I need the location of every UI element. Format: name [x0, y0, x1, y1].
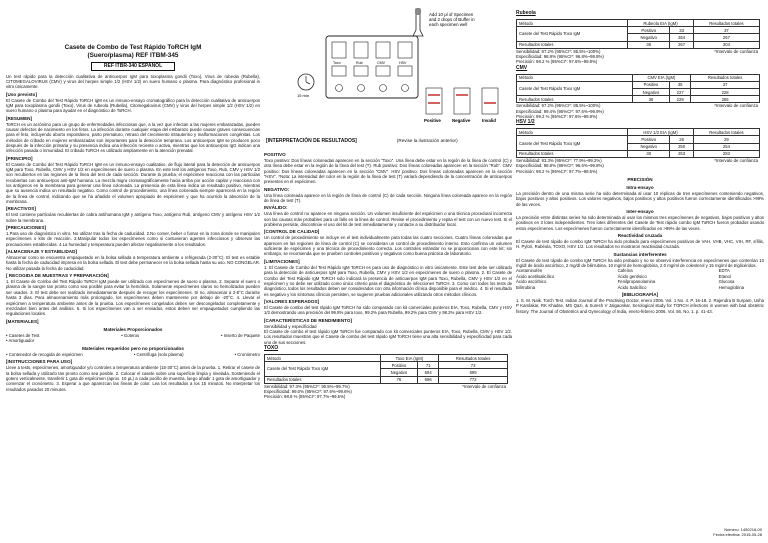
- table-cell: Casete del Test Rápido Toxo IgM: [517, 27, 628, 41]
- table-cell: Toxo EIA (IgM): [380, 354, 438, 361]
- almacenaje-text: Almacenar como se encuentra empaquetado en la bolsa sellada a temperatura ambiente o refrigerada (2-30°C). El test es estable hasta la fecha de caducidad impresa en la bolsa sellada. El test debe permanecer en la bolsa sellada hasta su uso. NO CONGELAR. No utilizar pasada la fecha de caducidad.: [6, 255, 260, 271]
- intro-text: Un test rápido para la detección cualitativa de anticuerpos IgM para toxoplasma gondii (Toxo), Virus de rubeola (Rubella), CITOMEGALOVIRUS (CMV) y virus del herpes simple 1/2 (HSV 1/2) en suero humano o plasma. Para diagnóstico profesional in vitro únicamente.: [6, 73, 260, 90]
- stat-line: Sensibilidad: 97.3% (95%CI*: 90.5%~99.7%): [264, 383, 350, 389]
- table-cell: 265: [691, 96, 760, 103]
- stat-line: Especificidad: 99.0% (95%CI*: 97.6%~99.6%): [264, 388, 352, 394]
- table-cell: Resultados totales: [691, 74, 760, 81]
- heading-negativo: NEGATIVO:: [264, 186, 290, 192]
- table-cell: Método: [265, 354, 381, 361]
- results-table-toxo: [264, 354, 508, 384]
- heading-resumen: [RESUMEN]: [6, 115, 33, 121]
- footer-document-number: Número: 1450218-00 Fecha efectiva: 2015-05-28: [713, 527, 762, 537]
- table-cell: 227: [670, 89, 691, 96]
- timer-icon: [298, 74, 314, 90]
- test-cassette: [326, 36, 418, 98]
- confidence-note: *Intervalo de confianza: [714, 158, 758, 164]
- table-cell: 694: [418, 369, 439, 376]
- principio-text: El Casete de Combo del Test Rápido ToRCH IgM es un inmuno-ensayo cualitativo, de flujo lateral para la detección de anticuerpos IgM para Toxo, Rubella, CMV y HSV 1/2 en especímenes de suero o plasma. En este test los antígenos Toxo, Rub, CMV y HSV 1/2 son recubiertos en las regiones de la línea del test de cada sección. Durante la prueba, el espécimen reacciona con las partículas recubiertas con anticuerpos anti-IgM humana. La mezcla migra cromatográficamente hacia arriba por acción capilar y reacciona con los antígenos en la membrana para generar una línea coloreada. La presencia de esta línea indica un resultado positivo, mientras que su ausencia indica un resultado negativo. Como control de procedimiento, una línea coloreada siempre aparecerá en la región de la línea de control, indicando que se ha añadido el volumen apropiado de espécimen y que ha ocurrido la absorción de la membrana.: [6, 161, 260, 205]
- reactividad-text: El Casete de test rápido de combo IgM ToRCH ha sido probado para especímenes positivos de VAH, VHB, VHC, VIH, RF, sífilis, H. Pylori, Rubéola, TOXO, HSV 1/2. Los resultados no mostraron reactividad cruzada.: [516, 238, 764, 250]
- inter-text: La precisión entre distintas series ha sido determinada al usar los mismos tres especímenes de negativos, bajos positivos y altos positivos en 3 lotes independientes. Tres lotes diferentes del Casete de Test rápido combo IgM ToRCH fueron probados usando estos especímenes. Los especímenes fueron correctamente identificados en >99% de las veces.: [516, 214, 764, 231]
- uso-text: El Casete de Combo del Test Rápido ToRCH IgM es un inmuno-ensayo cromatográfico para la detección cualitativa de anticuerpos IgM para toxoplasma gondii (Toxo), Virus de rubeola (Rubella), Citomegalovirus (CMV) y virus del herpes simple 1/2 (HSV 1/2) en suero humano o plasma para ayudar en el diagnóstico de ToRCH.: [6, 97, 260, 114]
- material-item: • Amortiguador: [6, 338, 35, 344]
- material-item: • Casetes de Test: [6, 332, 40, 338]
- table-cell: 37: [691, 81, 760, 88]
- stat-line: Precisión: 98.8 % (95%CI*: 97.7%~99.5%): [264, 394, 346, 400]
- table-cell: Negativo: [632, 89, 670, 96]
- sustancias-text: El Casete de test rápido de combo IgM ToRCH ha sido probado y no se observó interferencia en especímenes que contenían 10 mg/dl de ácido ascórbico, 2 mg/dl de bilirrubina, 10 mg/ml de hemoglobina, 2.0 mg/ml de colesterol y 15 mg/ml de triglicéridos.: [516, 257, 764, 269]
- table-cell: 33: [670, 27, 694, 34]
- valores-text: El Casete de combo del test rápido IgM ToRCH ha sido comparado con kit comerciales punteros EIA, Toxo, Rubella, CMV y HSV 1/2 demostrando una precisión del 99.8% para toxo, 99.2% para Rubella, 99.2% para CMV y 98.2% para HSV 1/2.: [264, 304, 512, 316]
- results-table-rubeola: [516, 19, 760, 49]
- substance-item: Fenilpropanolamina: [617, 279, 656, 285]
- heading-limitaciones: [LIMITACIONES]: [264, 258, 300, 264]
- material-item: • Goteros: [121, 332, 140, 338]
- precauciones-text: 1.Para uso de diagnóstico in vitro. No utilizar tras la fecha de caducidad. 2.No comer, beber o fumar en la zona donde se manipulen especímenes o kits de reacción. 3.Manipular todos los especímenes como si contuvieran agentes infecciosos y observar las precauciones establecidas. 4.La humedad y temperatura pueden afectar negativamente a los resultados.: [6, 231, 260, 247]
- interpretation-heading: [INTERPRETACIÓN DE RESULTADOS] (Revise la ilustración anterior): [266, 138, 458, 144]
- positivo-text: Toxo positivo: Dos líneas coloreadas aparecen en la sección “Toxo”. Una línea debe estar en la región de la línea de control (C) y otra línea debe estar en la región de la línea del test (T). Rub positivo: Dos líneas coloreadas aparecen en la sección “Rub”. CMV positivo: Dos líneas coloreadas aparecen en la sección “CMV”. HSV positivo: Dos líneas coloreadas aparecen en la sección “HSV”. *Nota: La intensidad del color en la región de la línea de test (T) variará dependiendo de la concentración de anticuerpos presentes en el espécimen.: [264, 158, 512, 185]
- substance-item: Hemoglobina: [718, 284, 744, 290]
- results-table-hsv: [516, 128, 760, 158]
- substance-item: Ácido acetilsalicílico: [516, 273, 555, 279]
- recogida-text: 1. El Casete de Combo del Test Rápido ToRCH IgM puede ser utilizado con especímenes de suero o plasma. 2. Separar el suero o plasma de la sangre tan pronto como sea posible para evitar la hemólisis. Solamente especímenes claros no hemolizados pueden ser usados. 3. El test debe ser realizado inmediatamente después de recoger los especímenes. Si no, almacenar a 2-8°C durante hasta 3 días. Para almacenamiento más prolongado, los especímenes deben mantenerse por debajo de -20°C. 4. Llevar el espécimen a temperatura ambiente antes de la prueba. Los especímenes congelados deben ser descongelados completamente y mezclados bien antes del análisis. 5. Si los especímenes van a ser enviados, estos deben ser empaquetados cumpliendo las regulaciones locales.: [6, 279, 260, 317]
- table-cell: Método: [517, 20, 628, 27]
- substance-item: Etanol: [718, 273, 731, 279]
- heading-reactivos: [REACTIVOS]: [6, 206, 36, 212]
- results-table-cmv: [516, 74, 760, 104]
- hsv-stats: [516, 158, 764, 174]
- procedure-illustration: [266, 8, 511, 133]
- table-cell: Resultados totales: [517, 150, 628, 157]
- heading-principio: [PRINCIPIO]: [6, 155, 33, 161]
- table-cell: 253: [670, 150, 694, 157]
- stat-line: Sensibilidad: 93.3% (95%CI*: 77.9%~99.2%): [516, 158, 602, 164]
- table-cell: Negativo: [628, 34, 670, 41]
- table-cell: Positivo: [628, 136, 670, 143]
- confidence-note: *Intervalo de confianza: [714, 48, 758, 54]
- table-cell: 696: [418, 376, 439, 383]
- substance-item: Bilirrubina: [516, 284, 536, 290]
- stat-line: Especificidad: 99.4% (95%CI*: 97.6%~99.9%): [516, 108, 604, 114]
- invalido-text: Una línea de control no aparece en ninguna sección. Un volumen insuficiente del espécimen o una técnica procedural incorrecta son las causas más probables para un fallo en la línea de control. Revise el procedimiento y repita el test con un nuevo test. Si el problema persiste, discontinúe el uso del kit de test inmediatamente y contacte a su distribuidor local.: [264, 211, 512, 228]
- table-cell: HSV 1/2 EIA (IgM): [628, 129, 694, 136]
- table-cell: Casete del Test Rápido Toxo IgM: [517, 81, 633, 95]
- well-label: CMV: [377, 61, 385, 65]
- stat-line: Precisión: 99.2 % (95%CI*: 97.6%~99.8%): [516, 113, 598, 119]
- negativo-text: Una línea coloreada aparece en la región de línea de control (C) de cada sección. Ninguna línea coloreada aparece en la región de línea de test (T).: [264, 192, 512, 204]
- bibliografia-text: 1. S. M. Naik. Torch Test. Indian Journal of the Practising Doctor, enero 2006. Vol. 1 No. 4. P. 16-18. 2. Rajendra B Surpam, Usha P Kamlakar, RK Khadse, MS Qazi, & Suresh V Jalgaonkar, Serological study for TORCH infections in women with bad obstetric history. The Journal of Obstetrics and Gynecology of India, enero-febrero 2006. Vol. 56, No. 1. p. 41-43.: [516, 297, 764, 314]
- table-cell: Resultados totales: [265, 376, 381, 383]
- control-text: Un control de procedimiento se incluye en el test individualmente para todas las cuatro secciones. Cuatro líneas coloreadas que aparecen en las regiones de línea de control (C) se consideran un control de procedimiento interno. Esto confirma un volumen suficiente de espécimen y una técnica de procedimiento correcta. Los controles estándar no se proporcionan con este kit; sin embargo, se recomienda que se prueben controles positivos y negativos como buena práctica de laboratorio.: [264, 235, 512, 257]
- substance-item: Acetaminofén: [516, 268, 543, 274]
- confidence-note: *Intervalo de confianza: [714, 103, 758, 109]
- cmv-stats: [516, 103, 764, 119]
- confidence-note: *Intervalo de confianza: [462, 383, 506, 389]
- materials-required-heading: Materiales requeridos pero no proporcionados: [82, 345, 184, 351]
- table-cell: 30: [628, 150, 670, 157]
- middle-column-text: [264, 150, 512, 400]
- substance-item: Ácido ascórbico: [516, 279, 547, 285]
- step-text-line2: and 2 drops of Buffer in: [429, 17, 475, 22]
- table-cell: Casete del Test Rápido Toxo IgM: [517, 136, 628, 150]
- table-cell: 36: [628, 41, 670, 48]
- table-cell: Positivo: [628, 27, 670, 34]
- table-cell: 73: [439, 362, 508, 369]
- table-cell: 699: [439, 369, 508, 376]
- well-label: Toxo: [333, 61, 341, 65]
- substance-item: Ácido Salicílico: [617, 284, 647, 290]
- table-cell: Resultados totales: [693, 129, 759, 136]
- caract-text: El Casete de combo el test rápido IgM ToRCH fue comparado con kit comerciales punteros EIA, Toxo, Rubella, CMV y HSV 1/2. Los resultados muestran que el Casete de combo del test rápido IgM ToRCH tiene una alta sensibilidad y especificidad para cada uno de sus secciones.: [264, 328, 512, 345]
- step-text-line1: Add 10 μl of Specimen: [429, 12, 474, 17]
- heading-control: [CONTROL DE CALIDAD]: [264, 229, 320, 235]
- heading-bibliografia: [BIBLIOGRAFÍA]: [621, 291, 659, 297]
- substances-list: [516, 268, 764, 290]
- instrucciones-text: Lleve a tests, especímenes, amortiguador y/o controles a temperatura ambiente (15-30°C) antes de la prueba. 1. Retirar el casete de la bolsa sellada y utilizarlo tan pronto como sea posible. 2. Colocar el casete sobre una superficie limpia y nivelada. Sosteniendo el gotero verticalmente, transferir 1 gota de espécimen (aprox. 10 μL) a cada pocillo de muestra, luego añadir 1 gota de amortiguador y comenzar el cronómetro. 3. Esperar a que aparezcan las líneas de color. Lea los resultados a los 15 minutos. No interpretar los resultados pasados 20 minutos.: [6, 365, 260, 392]
- stat-line: Precisión: 98.2 % (95%CI*: 97.7%~99.5%): [516, 168, 598, 174]
- table-cell: 254: [693, 143, 759, 150]
- table-cell: 37: [693, 27, 759, 34]
- table-cell: 29: [693, 136, 759, 143]
- heading-inter: Inter-ensayo: [626, 208, 654, 214]
- stat-line: Precisión: 98.2 % (95%CI*: 97.6%~99.8%): [516, 59, 598, 65]
- table-title-hsv: HSV 1/2: [516, 119, 535, 126]
- heading-sustancias: Sustancias interferentes: [613, 251, 667, 257]
- material-item: • Centrífuga (solo plasma): [133, 351, 184, 357]
- table-cell: 76: [380, 376, 418, 383]
- table-cell: 35: [670, 81, 691, 88]
- well-label: Rub: [356, 61, 363, 65]
- result-strips: [426, 88, 498, 114]
- dropper-icon: [413, 8, 423, 36]
- step-text-line3: each specimen well: [429, 22, 468, 27]
- column-left: [6, 0, 260, 543]
- stat-line: Especificidad: 98.8% (95%CI*: 96.6%~99.8%): [516, 163, 604, 169]
- substance-item: EDTA: [718, 268, 730, 274]
- table-cell: Resultados totales: [693, 20, 759, 27]
- table-cell: 250: [670, 143, 694, 150]
- substance-item: Cafeína: [617, 268, 633, 274]
- reactivos-text: El test contiene partículas recubiertas de cabra antihumana IgM y antígeno Toxo, antígeno Rub, antígeno CMV y antígeno HSV 1/2 sobre la membrana.: [6, 212, 260, 223]
- rubeola-stats: [516, 49, 764, 65]
- table-cell: 26: [670, 136, 694, 143]
- result-label-negative: Negative: [452, 118, 471, 123]
- resumen-text: ToRCH es un acrónimo para un grupo de enfermedades infecciosas que, a la vez que infectan a las mujeres embarazadas, pueden causar defectos de nacimiento en los fetos. La infección durante cualquier etapa del embarazo puede causar graves consecuencias para el feto, incluyendo aborto espontáneo, parto prematuro, retraso del crecimiento intrauterino y malformaciones congénitas. Los métodos de cribado en mujeres embarazadas son importantes para la detección temprana. Los anticuerpos IgM se producen poco después de la infección primaria y su presencia indica una infección reciente o activa, mientras que los anticuerpos IgG indican una infección pasada o inmunidad. El cribado ToRCH es utilizado ampliamente en la atención prenatal.: [6, 121, 260, 154]
- caract-subheading: Sensibilidad y especificidad: [264, 323, 317, 329]
- table-cell: Resultados totales: [517, 96, 633, 103]
- table-cell: 229: [670, 96, 691, 103]
- column-right: [516, 0, 764, 543]
- table-cell: Negativo: [628, 143, 670, 150]
- table-title-cmv: CMV: [516, 64, 528, 71]
- heading-almacenaje: [ALMACENAJE Y ESTABILIDAD]: [6, 249, 77, 255]
- limitaciones-text: 1. El Casete de Combo del Test Rápido IgM ToRCH es para uso de diagnóstico in vitro únicamente. Este test debe ser utilizado para la detección de anticuerpos IgM para Toxo, Rubella, CMV y HSV 1/2 en especímenes de suero o plasma. 2. El Casete de Combo del Test Rápido IgM ToRCH solo indicará la presencia de anticuerpos IgM para Toxo, Rubella, CMV y HSV 1/2 en el espécimen y no debe ser utilizado como único criterio para el diagnóstico de infecciones ToRCH. 3. Como con todos los tests de diagnóstico, todos los resultados deben ser considerados con otra información clínica disponible para el médico. 4. Si el resultado es negativo y los síntomas clínicos persisten, se sugieren pruebas adicionales utilizando otros métodos clínicos.: [264, 264, 512, 297]
- interpretation-note: (Revise la ilustración anterior): [396, 138, 458, 143]
- heading-recogida: [ RECOGIDA DE MUESTRAS Y PREPARACIÓN]: [6, 273, 109, 279]
- material-item: • Contenedor de recogida de espécimen: [6, 351, 83, 357]
- substance-item: Ácido gentísico: [617, 273, 647, 279]
- table-cell: 267: [670, 41, 694, 48]
- intra-text: La precisión dentro de una misma serie ha sido determinada al usar 10 réplicas de tres especímenes conteniendo negativos, bajos positivos y altos positivos. Los valores negativos, bajos positivos y altos positivos fueron correctamente identificados >99% de las veces.: [516, 190, 764, 207]
- materials-required-row: [6, 352, 260, 358]
- table-title-toxo: TOXO: [264, 344, 279, 351]
- heading-uso: [Uso previsto]: [6, 91, 37, 97]
- column-middle: [264, 0, 512, 543]
- table-cell: Método: [517, 74, 633, 81]
- materials-provided-heading: Materiales Proporcionados: [103, 326, 163, 332]
- table-cell: 228: [691, 89, 760, 96]
- table-cell: 283: [693, 150, 759, 157]
- heading-materiales: [MATERIALES]: [6, 318, 39, 324]
- heading-instrucciones: [INSTRUCCIONES PARA USO]: [6, 359, 73, 365]
- document-title: Casete de Combo de Test Rápido ToRCH IgM (Suero/plasma) REF ITBM-345: [64, 44, 202, 59]
- table-cell: Método: [517, 129, 628, 136]
- table-cell: Resultados totales: [439, 354, 508, 361]
- table-cell: 264: [670, 34, 694, 41]
- table-cell: 304: [693, 41, 759, 48]
- result-label-invalid: Invalid: [482, 118, 496, 123]
- heading-precision: PRECISIÓN: [627, 176, 653, 182]
- stat-line: Especificidad: 98.9% (95%CI*: 96.8%~99.8%): [516, 54, 604, 60]
- toxo-stats: [264, 384, 512, 400]
- well-label: HSV: [399, 61, 407, 65]
- table-cell: Positivo: [632, 81, 670, 88]
- substance-item: Glucosa: [718, 279, 735, 285]
- table-title-rubeola: Rubeola: [516, 10, 536, 16]
- table-cell: Positivo: [380, 362, 418, 369]
- result-label-positive: Positive: [424, 118, 441, 123]
- table-cell: Rubeola EIA (IgM): [628, 20, 694, 27]
- table-cell: Negativo: [380, 369, 418, 376]
- table-cell: 71: [418, 362, 439, 369]
- material-item: • Cronómetro: [234, 351, 260, 357]
- heading-caracteristicas: [CARACTERÍSTICAS DE RENDIMIENTO]: [264, 317, 352, 323]
- heading-reactividad: Reactividad cruzada: [617, 232, 663, 238]
- heading-intra: Intra-ensayo: [626, 184, 654, 190]
- table-cell: Resultados totales: [517, 41, 628, 48]
- stat-line: Sensibilidad: 97.2% (95%CI*: 85.5%~100%): [516, 103, 601, 109]
- ref-box: REF ITBR-340 ESPAÑOL: [91, 62, 175, 71]
- table-cell: 772: [439, 376, 508, 383]
- heading-invalido: INVÁLIDO:: [264, 205, 288, 211]
- heading-valores: [VALORES ESPERADOS]: [264, 298, 320, 304]
- table-cell: 267: [693, 34, 759, 41]
- materials-provided-row2: [6, 338, 260, 344]
- heading-precauciones: [PRECAUCIONES]: [6, 225, 47, 231]
- heading-positivo: POSITIVO: [264, 152, 286, 157]
- table-cell: CMV EIA (IgM): [632, 74, 690, 81]
- material-item: • Inserto de Paquete: [220, 332, 260, 338]
- step-text: [429, 12, 476, 27]
- table-cell: Casete del Test Rápido Toxo IgM: [265, 362, 381, 376]
- timer-label: 15 min: [297, 93, 310, 98]
- stat-line: Sensibilidad: 97.2% (95%CI*: 85.5%~100%): [516, 48, 601, 54]
- table-cell: 36: [632, 96, 670, 103]
